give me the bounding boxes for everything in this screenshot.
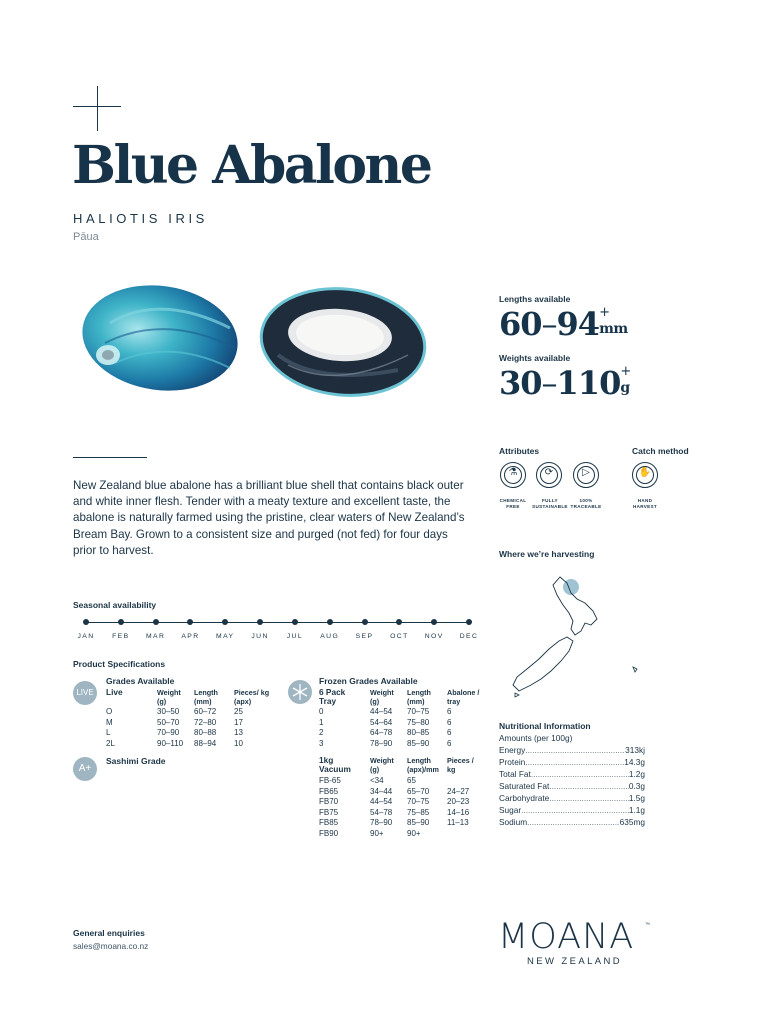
- lengths-value: [499, 305, 629, 343]
- catch-method-label: Catch method: [632, 446, 689, 456]
- nutrition-row: [499, 744, 645, 756]
- live-grade-row: [106, 739, 286, 750]
- lengths-unit: mm: [599, 321, 628, 337]
- table-cell: 85–90: [407, 818, 430, 827]
- live-grade-row: [106, 718, 286, 729]
- live-grade-row: [106, 728, 286, 739]
- table-cell: 65: [407, 776, 416, 785]
- table-cell: FB65: [319, 786, 339, 796]
- table-cell: 90+: [407, 828, 421, 838]
- table-cell: 88–94: [194, 738, 217, 748]
- moana-logo: MOANA: [498, 917, 635, 957]
- weights-dash: –: [541, 364, 557, 402]
- table-cell: 54–78: [370, 807, 393, 817]
- table-cell: 44–54: [370, 707, 393, 716]
- nutrition-row: [499, 804, 645, 816]
- table-cell: 80–85: [407, 728, 430, 737]
- season-month-label: OCT: [390, 633, 409, 640]
- nutrition-label: Carbohydrate: [499, 793, 550, 803]
- season-dot-jun: [257, 619, 263, 625]
- table-cell: 78–90: [370, 818, 393, 827]
- table-cell: 34–44: [370, 786, 393, 796]
- lengths-from: 60: [499, 305, 542, 343]
- grades-available-heading: Grades Available: [106, 676, 175, 686]
- nutrition-value: 0.3g: [628, 781, 645, 791]
- snowflake-badge-icon: [287, 679, 313, 705]
- table-cell: FB85: [319, 818, 339, 827]
- table-cell: 70–75: [407, 707, 430, 716]
- lengths-plus: +: [599, 305, 609, 320]
- dot-leader: [549, 792, 629, 804]
- dot-leader: [521, 804, 629, 816]
- sashimi-grade-heading: Sashimi Grade: [106, 756, 166, 766]
- live-badge: LIVE: [73, 681, 97, 705]
- table-cell: 1: [319, 717, 324, 727]
- vacuum-col-header: 1kg Vacuum: [319, 755, 351, 774]
- nutrition-label: Total Fat: [499, 769, 531, 779]
- season-dot-sep: [362, 619, 368, 625]
- weights-plus: +: [620, 364, 631, 379]
- nutrition-label: Saturated Fat: [499, 781, 550, 791]
- attributes-label: Attributes: [499, 446, 540, 456]
- vacuum-pieces-col-header: Pieces / kg: [447, 756, 474, 774]
- dot-leader: [527, 816, 619, 828]
- table-cell: 78–90: [370, 738, 393, 748]
- table-cell: 70–75: [407, 797, 430, 806]
- nutrition-value: 1.1g: [628, 805, 645, 815]
- fully-sustainable-caption: FULLY SUSTAINABLE: [532, 498, 568, 509]
- table-cell: 50–70: [157, 717, 180, 727]
- tray-grade-row: [319, 728, 499, 739]
- maori-name: Pāua: [73, 231, 99, 243]
- season-dot-jul: [292, 619, 298, 625]
- vacuum-length-col-header: Length (apx)/mm: [407, 756, 439, 774]
- table-cell: 70–90: [157, 728, 180, 737]
- sashimi-badge: A+: [73, 757, 97, 781]
- season-month-label: JAN: [77, 633, 95, 640]
- season-dot-nov: [431, 619, 437, 625]
- table-cell: 6: [447, 728, 452, 737]
- table-cell: 85–90: [407, 738, 430, 748]
- table-cell: 10: [234, 738, 243, 748]
- tray-grade-row: [319, 739, 499, 750]
- general-enquiries-label: General enquiries: [73, 928, 145, 938]
- vacuum-grade-row: [319, 808, 499, 819]
- crosshair-ornament-vertical: [97, 86, 98, 131]
- table-cell: 75–85: [407, 807, 430, 817]
- table-cell: 17: [234, 717, 243, 727]
- latin-name: HALIOTIS IRIS: [73, 211, 208, 226]
- vacuum-grade-row: [319, 818, 499, 829]
- table-cell: 6: [447, 717, 452, 727]
- nutrition-value: 1.5g: [628, 793, 645, 803]
- new-zealand-map: [505, 573, 645, 698]
- tray-grade-row: [319, 718, 499, 729]
- table-cell: 90–110: [157, 738, 184, 748]
- table-cell: 30–50: [157, 707, 180, 716]
- season-dot-mar: [153, 619, 159, 625]
- tray-weight-col-header: Weight (g): [370, 688, 394, 706]
- vacuum-grade-row: [319, 797, 499, 808]
- table-cell: 6: [447, 738, 452, 748]
- dot-leader: [525, 744, 625, 756]
- table-cell: 64–78: [370, 728, 393, 737]
- table-cell: 2L: [106, 738, 115, 748]
- nutrition-row: [499, 768, 645, 780]
- lengths-to: 94: [556, 305, 600, 343]
- table-cell: 13: [234, 728, 243, 737]
- traceable-caption: 100% TRACEABLE: [570, 498, 602, 509]
- section-divider: [73, 457, 147, 458]
- season-month-label: MAY: [216, 633, 235, 640]
- table-cell: <34: [370, 776, 384, 785]
- season-month-label: AUG: [320, 633, 340, 640]
- table-cell: 75–80: [407, 717, 430, 727]
- table-cell: FB90: [319, 828, 339, 838]
- live-col-header: Live: [106, 687, 123, 697]
- seasonal-availability-label: Seasonal availability: [73, 600, 157, 610]
- table-cell: 3: [319, 738, 324, 748]
- tray-col-header: 6 Pack Tray: [319, 687, 346, 706]
- nutrition-row: [499, 816, 645, 828]
- season-month-label: JUL: [286, 633, 304, 640]
- season-dot-apr: [187, 619, 193, 625]
- table-cell: 20–23: [447, 797, 470, 806]
- table-cell: 0: [319, 707, 324, 716]
- season-month-label: DEC: [459, 633, 479, 640]
- table-cell: 80–88: [194, 728, 217, 737]
- logo-trademark: ™: [645, 922, 650, 928]
- nutrition-row: [499, 756, 645, 768]
- live-grade-row: [106, 707, 286, 718]
- table-cell: M: [106, 717, 113, 727]
- nutrition-value: 14.3g: [624, 757, 645, 767]
- season-dot-dec: [466, 619, 472, 625]
- length-col-header: Length (mm): [194, 688, 218, 706]
- season-dot-jan: [83, 619, 89, 625]
- nutrition-label: Protein: [499, 757, 526, 767]
- traceable-icon: ▷: [573, 462, 599, 488]
- hand-harvest-icon: ✋: [632, 462, 658, 488]
- table-cell: 14–16: [447, 807, 470, 817]
- chemical-free-caption: CHEMICAL FREE: [499, 498, 527, 509]
- table-cell: L: [106, 728, 111, 737]
- nutrition-title: Nutritional Information: [499, 721, 591, 731]
- table-cell: 65–70: [407, 786, 430, 796]
- abalone-shell-inner-image: [258, 285, 428, 401]
- dot-leader: [549, 780, 629, 792]
- vacuum-weight-col-header: Weight (g): [370, 756, 394, 774]
- table-cell: 90+: [370, 828, 384, 838]
- dot-leader: [531, 768, 629, 780]
- season-dot-feb: [118, 619, 124, 625]
- table-cell: 24–27: [447, 786, 470, 796]
- table-cell: 60–72: [194, 707, 217, 716]
- hand-harvest-caption: HAND HARVEST: [633, 498, 657, 509]
- season-month-label: JUN: [251, 633, 269, 640]
- weights-unit: g: [620, 380, 630, 396]
- table-cell: 2: [319, 728, 324, 737]
- season-dot-may: [222, 619, 228, 625]
- table-cell: O: [106, 707, 113, 716]
- table-cell: FB75: [319, 807, 339, 817]
- tray-abalone-col-header: Abalone / tray: [447, 688, 480, 706]
- logo-subtitle: NEW ZEALAND: [527, 956, 623, 967]
- tray-grade-row: [319, 707, 499, 718]
- lengths-dash: –: [541, 305, 557, 343]
- tray-length-col-header: Length (mm): [407, 688, 431, 706]
- weights-label: Weights available: [499, 353, 571, 363]
- table-cell: FB70: [319, 797, 339, 806]
- season-month-label: APR: [181, 633, 200, 640]
- pieces-col-header: Pieces/ kg (apx): [234, 688, 270, 706]
- product-description: New Zealand blue abalone has a brilliant blue shell that contains black outer and white inner flesh. Tender with a meaty texture and excellent taste, the abalone is naturally farmed using the pristine, clear waters of New Zealand’s Bream Bay. Grown to a consistent size and purged (not fed) for four days prior to harvest.: [73, 479, 465, 557]
- table-cell: 44–54: [370, 797, 393, 806]
- nutrition-label: Sodium: [499, 817, 528, 827]
- season-timeline: [86, 622, 469, 623]
- fully-sustainable-icon: ⟳: [536, 462, 562, 488]
- frozen-grades-heading: Frozen Grades Available: [319, 676, 418, 686]
- enquiries-email-link[interactable]: sales@moana.co.nz: [73, 941, 149, 951]
- season-month-label: MAR: [145, 633, 166, 640]
- nutrition-row: [499, 792, 645, 804]
- nutrition-value: 635mg: [619, 817, 645, 827]
- vacuum-grade-row: [319, 776, 499, 787]
- season-dot-oct: [396, 619, 402, 625]
- dot-leader: [525, 756, 624, 768]
- abalone-shell-outer-image: [80, 283, 244, 395]
- nutrition-value: 1.2g: [628, 769, 645, 779]
- weights-to: 110: [556, 364, 621, 402]
- nutrition-value: 313kj: [625, 745, 645, 755]
- table-cell: 11–13: [447, 818, 469, 827]
- harvest-location-label: Where we’re harvesting: [499, 549, 595, 559]
- table-cell: 6: [447, 707, 452, 716]
- weight-col-header: Weight (g): [157, 688, 181, 706]
- season-month-label: SEP: [355, 633, 374, 640]
- season-month-label: NOV: [424, 633, 444, 640]
- season-dot-aug: [327, 619, 333, 625]
- table-cell: FB-65: [319, 776, 341, 785]
- weights-value: [499, 364, 650, 402]
- vacuum-grade-row: [319, 787, 499, 798]
- weights-from: 30: [499, 364, 542, 402]
- table-cell: 72–80: [194, 717, 217, 727]
- nutrition-label: Energy: [499, 745, 526, 755]
- table-cell: 25: [234, 707, 243, 716]
- nutrition-row: [499, 780, 645, 792]
- nutrition-subtitle: Amounts (per 100g): [499, 733, 573, 743]
- product-specifications-title: Product Specifications: [73, 659, 166, 669]
- table-cell: 54–64: [370, 717, 393, 727]
- vacuum-grade-row: [319, 829, 499, 840]
- season-month-label: FEB: [112, 633, 130, 640]
- page-title: Blue Abalone: [72, 135, 431, 196]
- chemical-free-icon: ⚗: [500, 462, 526, 488]
- lengths-label: Lengths available: [499, 294, 571, 304]
- nutrition-label: Sugar: [499, 805, 522, 815]
